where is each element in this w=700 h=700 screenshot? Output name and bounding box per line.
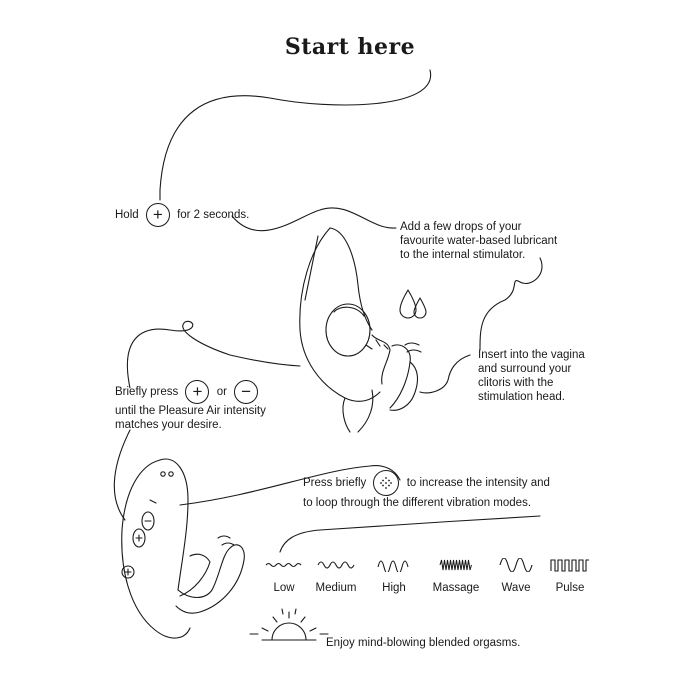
step-hold-before: Hold <box>115 209 139 222</box>
device-handheld-illustration <box>122 459 245 638</box>
step-intensity-or: or <box>216 386 227 399</box>
page-title: Start here <box>284 34 416 60</box>
plus-button-icon[interactable]: + <box>185 380 209 404</box>
vibration-button-icon[interactable] <box>373 470 399 496</box>
wave-icon <box>496 558 536 572</box>
step-intensity <box>115 380 266 432</box>
mode-pulse <box>540 558 600 594</box>
mode-wave <box>486 558 546 594</box>
mode-low-label: Low <box>273 582 295 594</box>
low-wave-icon <box>264 558 304 572</box>
connector-modes <box>280 516 540 552</box>
step-insert-line2: and surround your <box>478 363 572 375</box>
minus-button-icon[interactable]: − <box>234 380 258 404</box>
step-hold-after: for 2 seconds. <box>177 209 250 222</box>
step-lubricant <box>400 220 557 262</box>
step-vibration <box>303 470 550 510</box>
step-intensity-line2: until the Pleasure Air intensity <box>115 405 266 417</box>
mode-medium-label: Medium <box>315 582 357 594</box>
connector-title-to-hold <box>160 70 431 200</box>
step-insert <box>478 348 585 404</box>
mode-high <box>364 558 424 594</box>
step-lubricant-line1: Add a few drops of your <box>400 221 522 233</box>
connector-lubricant-to-insert <box>480 258 542 350</box>
mode-massage <box>426 558 486 594</box>
massage-wave-icon <box>436 558 476 572</box>
vibration-modes <box>262 558 592 608</box>
step-hold <box>115 203 249 227</box>
mode-pulse-label: Pulse <box>555 582 585 594</box>
step-insert-line1: Insert into the vagina <box>478 349 585 361</box>
step-insert-line3: clitoris with the <box>478 377 554 389</box>
mode-medium <box>306 558 366 594</box>
medium-wave-icon <box>316 558 356 572</box>
sunrise-icon <box>250 609 328 640</box>
mode-massage-label: Massage <box>432 582 480 594</box>
pulse-icon <box>548 558 592 572</box>
step-intensity-press: Briefly press <box>115 386 179 399</box>
mode-low <box>254 558 314 594</box>
step-vibration-press: Press briefly <box>303 477 367 490</box>
mode-wave-label: Wave <box>501 582 531 594</box>
connector-hold-to-lubricant <box>232 208 396 231</box>
closing-text: Enjoy mind-blowing blended orgasms. <box>326 637 521 649</box>
mode-high-label: High <box>382 582 406 594</box>
connector-intensity-lower <box>114 430 130 520</box>
step-lubricant-line2: favourite water-based lubricant <box>400 235 558 247</box>
step-vibration-line2: to loop through the different vibration modes. <box>303 497 532 509</box>
step-intensity-line3: matches your desire. <box>115 419 222 431</box>
plus-button-icon[interactable]: + <box>146 203 170 227</box>
step-insert-line4: stimulation head. <box>478 391 565 403</box>
step-lubricant-line3: to the internal stimulator. <box>400 249 526 261</box>
water-drops-icon <box>400 290 426 318</box>
step-vibration-line1b: to increase the intensity and <box>406 477 550 490</box>
connector-intensity-to-device <box>127 321 300 388</box>
high-wave-icon <box>374 558 414 572</box>
connector-insert-to-device <box>420 355 470 393</box>
